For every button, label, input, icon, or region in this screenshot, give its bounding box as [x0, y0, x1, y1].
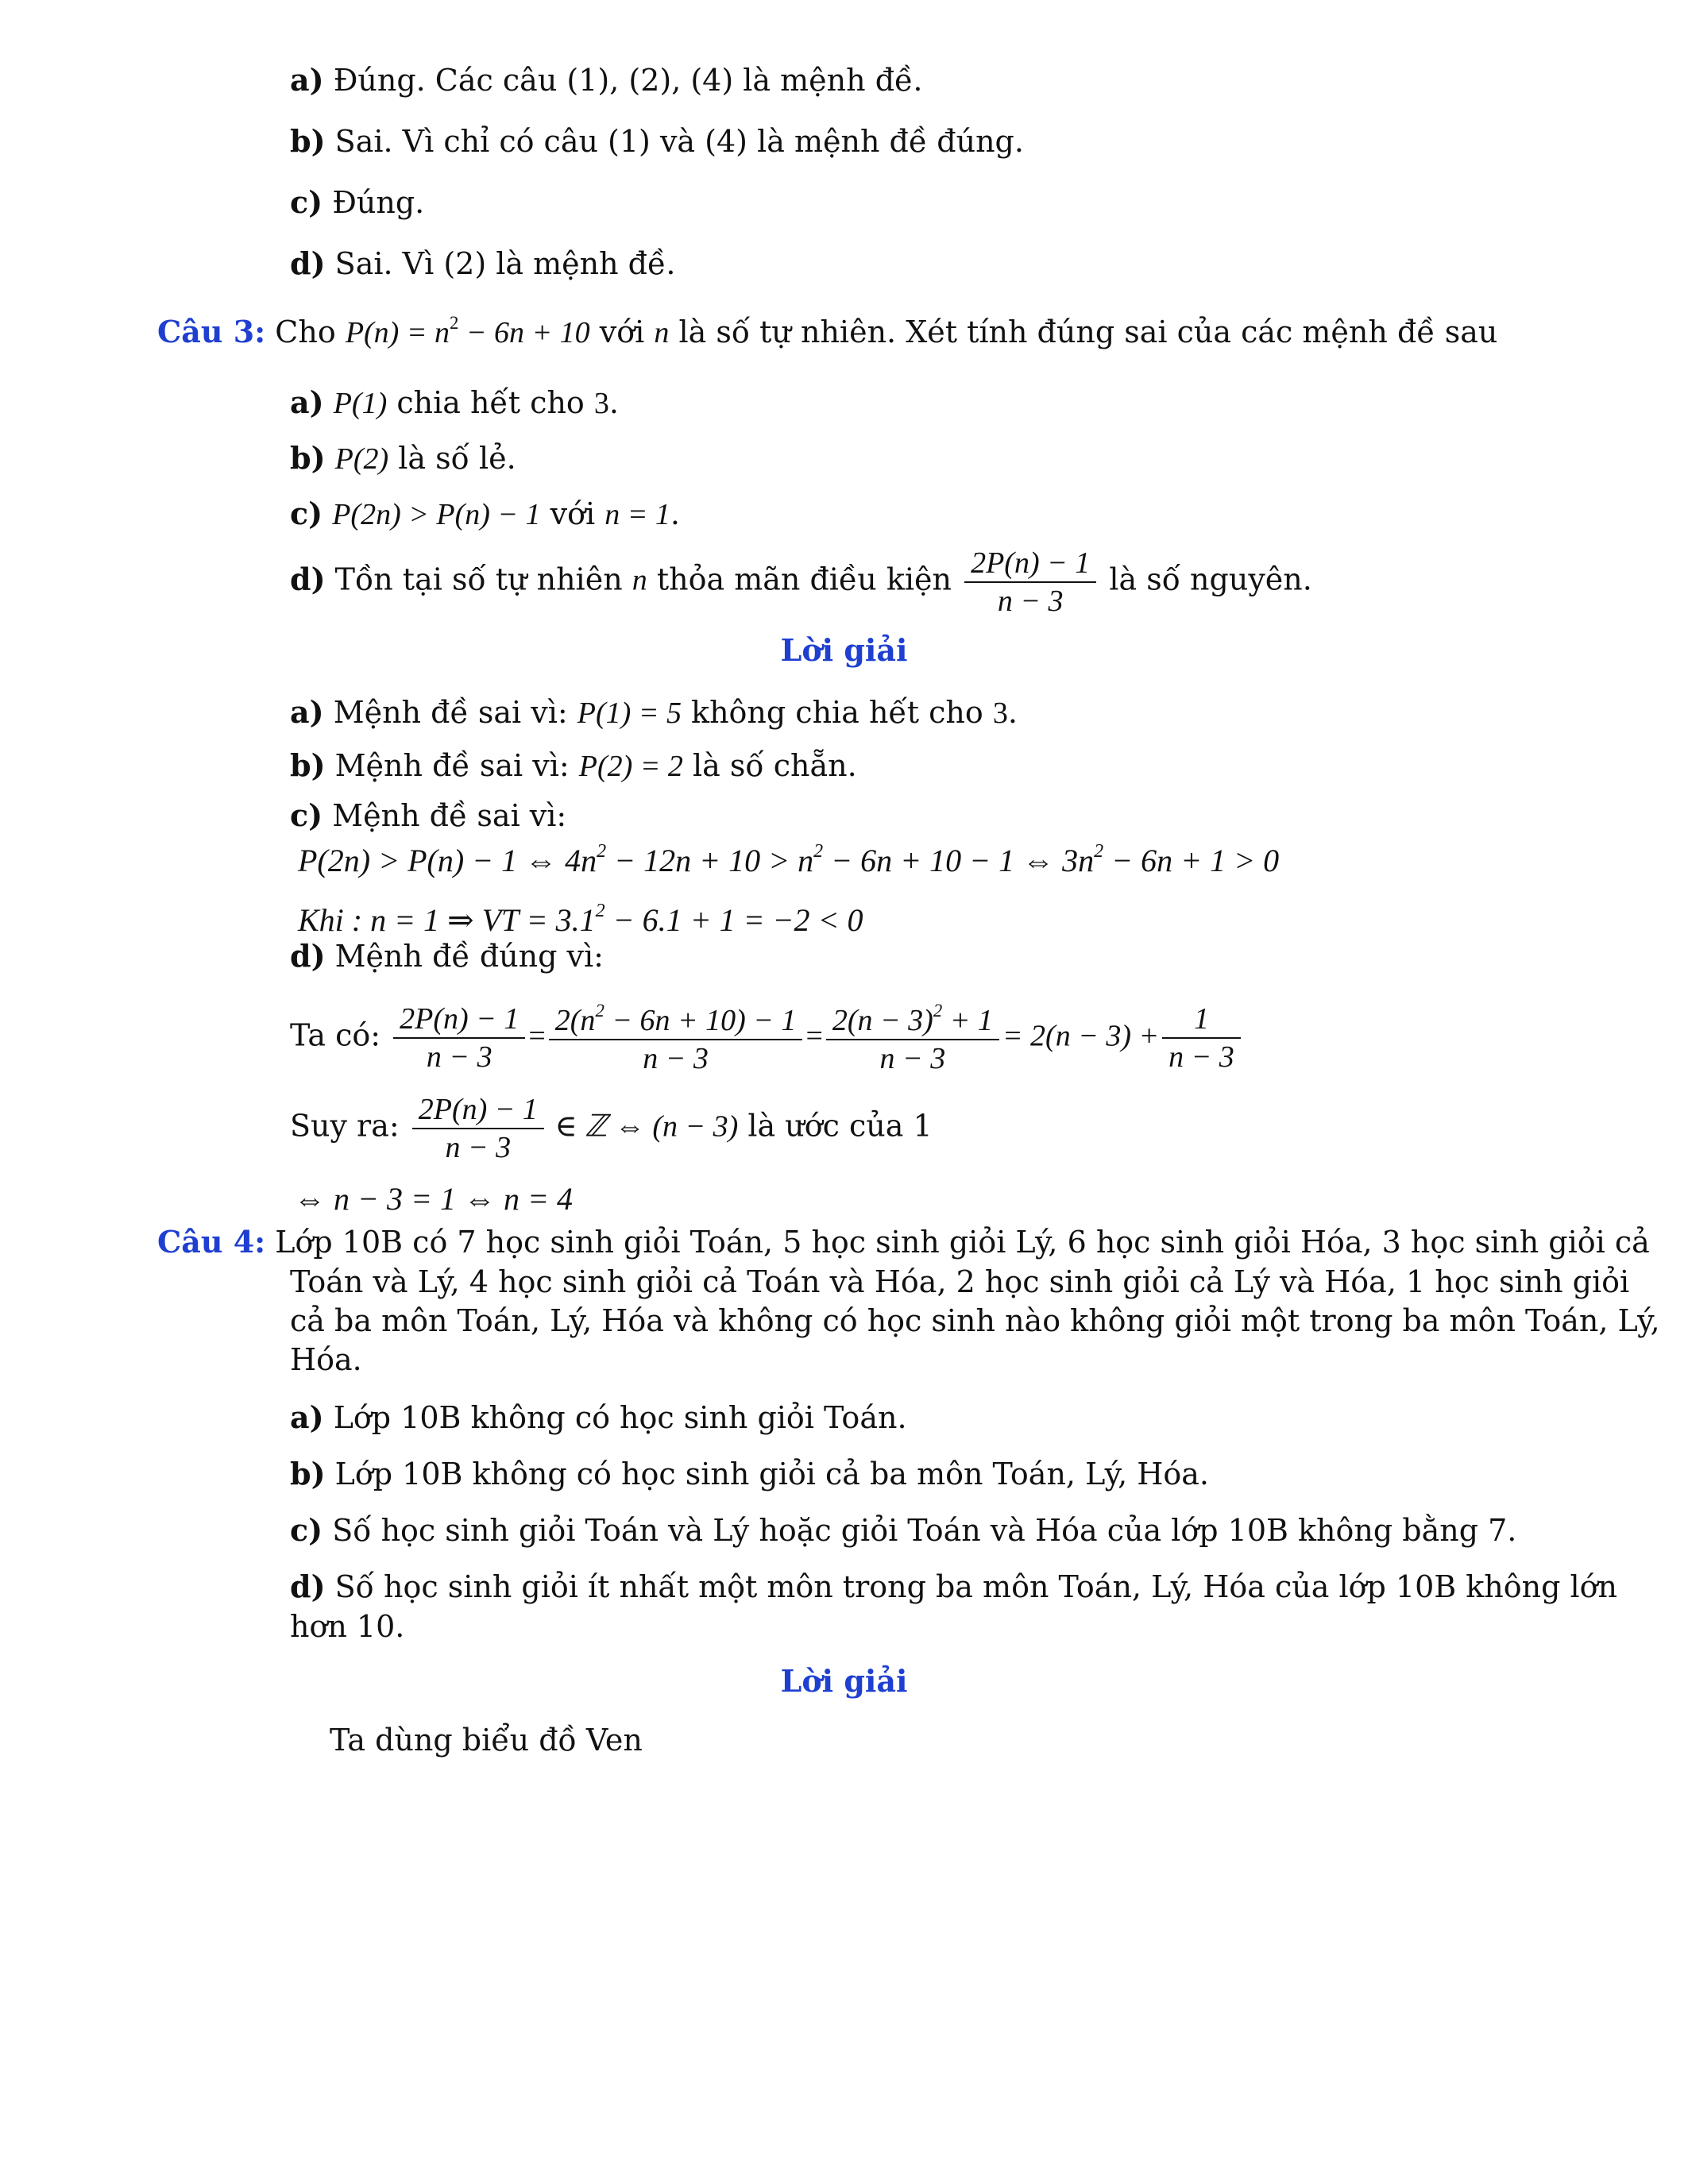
math-expr: P(2)	[334, 442, 389, 476]
math-part: Khi : n = 1 ⇒ VT = 3.1	[298, 902, 596, 938]
fraction-denominator: n − 3	[412, 1128, 544, 1163]
q4-statement-d-cont: hơn 10.	[290, 1609, 405, 1644]
item-text: Mệnh đề sai vì:	[323, 695, 577, 730]
equals-sign: =	[528, 1019, 546, 1053]
q3-statement-c	[290, 496, 680, 531]
item-text: Số học sinh giỏi ít nhất một môn trong ba môn Toán, Lý, Hóa của lớp 10B không lớn	[325, 1569, 1618, 1604]
exponent: 2	[595, 1001, 605, 1021]
item-text: Lớp 10B không có học sinh giỏi Toán.	[323, 1400, 907, 1435]
q4-intro-line-4: Hóa.	[290, 1342, 362, 1377]
item-label: b)	[290, 1456, 326, 1491]
item-label: a)	[290, 1399, 324, 1435]
math-part: + 1	[942, 1004, 993, 1038]
item-label: b)	[290, 747, 326, 783]
item-text: là số chẵn.	[682, 748, 857, 783]
math-expr: P(2n) > P(n) − 1	[332, 498, 541, 531]
item-label: a)	[290, 694, 324, 730]
q4-solution-text: Ta dùng biểu đồ Ven	[330, 1723, 643, 1758]
fraction	[396, 1002, 522, 1075]
exponent: 2	[813, 841, 824, 862]
intro-text: là số tự nhiên. Xét tính đúng sai của các mệnh đề sau	[669, 314, 1498, 350]
item-text: Lớp 10B không có học sinh giỏi cả ba môn Toán, Lý, Hóa.	[325, 1457, 1209, 1491]
q3-solution-c	[290, 797, 567, 833]
item-text: Đúng.	[332, 185, 425, 220]
item-label: c)	[290, 496, 323, 531]
item-label: b)	[290, 123, 326, 159]
fraction-numerator: 2P(n) − 1	[418, 1093, 538, 1126]
fraction	[415, 1094, 541, 1163]
q3-solution-d-conclusion	[290, 1094, 933, 1163]
item-text: Mệnh đề sai vì:	[323, 798, 567, 833]
math-part: 2(n	[554, 1004, 596, 1038]
item-text: Sai. Vì (2) là mệnh đề.	[334, 246, 676, 281]
exponent: 2	[933, 1001, 943, 1021]
q4-intro-line-1	[157, 1224, 1650, 1260]
question-title: Câu 4:	[157, 1224, 266, 1260]
math-part: − 6n + 10) − 1	[604, 1004, 797, 1038]
item-label: a)	[290, 62, 324, 98]
q3-statement-b	[290, 440, 516, 476]
item-text: là ước của 1	[738, 1108, 933, 1144]
exponent: 2	[449, 313, 459, 333]
exponent: 2	[1094, 841, 1104, 862]
q3-intro	[157, 314, 1497, 348]
q3-statement-a	[290, 384, 619, 420]
math-part: P(2n) > P(n) − 1 ⇔ 4n	[298, 843, 597, 878]
item-label: a)	[290, 384, 324, 420]
item-label: c)	[290, 1512, 323, 1548]
q3-statement-d	[290, 548, 1312, 616]
q4-statement-c	[290, 1512, 1517, 1548]
item-label: b)	[290, 440, 326, 476]
math-number: 3	[593, 387, 609, 420]
question-title: Câu 3:	[157, 314, 266, 350]
item-label: d)	[290, 938, 326, 974]
polynomial-math: P(n) = n	[345, 316, 450, 350]
item-text: là số nguyên.	[1099, 561, 1312, 597]
fraction-denominator: n − 3	[393, 1037, 525, 1072]
variable-n: n	[632, 563, 647, 597]
polynomial-math-tail: − 6n + 10	[458, 316, 590, 350]
prev-answer-d	[290, 245, 676, 281]
fraction-denominator: n − 3	[826, 1039, 999, 1074]
item-text: Sai. Vì chỉ có câu (1) và (4) là mệnh đề đúng.	[334, 124, 1024, 159]
intro-text: Lớp 10B có 7 học sinh giỏi Toán, 5 học sinh giỏi Lý, 6 học sinh giỏi Hóa, 3 học sinh giỏi cả	[265, 1225, 1650, 1260]
item-text: Đúng. Các câu (1), (2), (4) là mệnh đề.	[333, 63, 923, 98]
math-expr: P(1) = 5	[577, 696, 682, 730]
q3-solution-c-check	[298, 901, 863, 936]
fraction-denominator: n − 3	[1162, 1037, 1241, 1072]
fraction-numerator	[829, 1002, 996, 1039]
equals-sign: =	[805, 1019, 823, 1053]
math-part: − 6n + 10 − 1 ⇔ 3n	[823, 843, 1095, 878]
punctuation: .	[670, 496, 680, 531]
fraction	[968, 548, 1093, 616]
item-label: d)	[290, 1569, 326, 1604]
q3-solution-d-equation	[290, 1002, 1244, 1074]
prev-answer-a	[290, 62, 923, 98]
math-part: − 6n + 1 > 0	[1103, 843, 1280, 878]
solution-title: Lời giải	[780, 632, 908, 668]
q3-solution-b	[290, 747, 857, 783]
item-label: c)	[290, 184, 323, 220]
math-part: 2(n − 3)	[832, 1004, 933, 1038]
item-text: là số lẻ.	[388, 441, 516, 476]
item-text: chia hết cho	[387, 385, 594, 420]
fraction-numerator: 1	[1193, 1002, 1209, 1036]
math-number: 3	[992, 696, 1008, 730]
item-text: thỏa mãn điều kiện	[647, 561, 962, 597]
q3-solution-d-final: ⇔ n − 3 = 1 ⇔ n = 4	[294, 1181, 573, 1217]
intro-text: Cho	[275, 314, 346, 350]
item-text: với	[540, 496, 605, 531]
fraction-numerator: 2P(n) − 1	[400, 1002, 520, 1036]
q3-solution-a	[290, 694, 1018, 730]
item-text: Tồn tại số tự nhiên	[334, 561, 632, 597]
item-text: không chia hết cho	[681, 695, 993, 730]
math-part: − 12n + 10 > n	[606, 843, 814, 878]
q4-statement-b	[290, 1456, 1209, 1491]
math-part: = 2(n − 3) +	[1002, 1019, 1160, 1053]
q3-solution-d	[290, 938, 604, 974]
q4-statement-d	[290, 1569, 1618, 1604]
item-text: Mệnh đề sai vì:	[325, 748, 579, 783]
item-label: d)	[290, 245, 326, 281]
q4-intro-line-3: cả ba môn Toán, Lý, Hóa và không có học sinh nào không giỏi một trong ba môn Toán, Lý,	[290, 1303, 1660, 1338]
intro-text: với	[589, 314, 655, 350]
math-expr: P(2) = 2	[578, 750, 683, 783]
math-expr: P(1)	[333, 387, 388, 420]
exponent: 2	[597, 841, 607, 862]
item-label: c)	[290, 797, 323, 833]
item-text: Số học sinh giỏi Toán và Lý hoặc giỏi Toán và Hóa của lớp 10B không bằng 7.	[323, 1513, 1517, 1548]
item-text: Mệnh đề đúng vì:	[325, 939, 604, 974]
q3-solution-c-derivation	[298, 842, 1279, 877]
item-label: d)	[290, 561, 326, 597]
fraction-numerator	[552, 1002, 800, 1039]
fraction	[1165, 1002, 1238, 1075]
fraction-denominator: n − 3	[964, 581, 1096, 616]
q4-statement-a	[290, 1399, 907, 1435]
fraction-denominator: n − 3	[549, 1039, 803, 1074]
fraction	[829, 1002, 996, 1074]
punctuation: .	[1007, 695, 1018, 730]
solution-title: Lời giải	[780, 1663, 908, 1699]
exponent: 2	[595, 901, 605, 921]
q4-intro-line-2: Toán và Lý, 4 học sinh giỏi cả Toán và Hóa, 2 học sinh giỏi cả Lý và Hóa, 1 học sinh giỏi	[290, 1264, 1630, 1299]
prev-answer-c	[290, 184, 425, 220]
prev-answer-b	[290, 123, 1024, 159]
math-part: ∈ ℤ ⇔ (n − 3)	[547, 1109, 739, 1144]
fraction	[552, 1002, 800, 1074]
variable-n: n	[654, 316, 670, 350]
math-part: − 6.1 + 1 = −2 < 0	[605, 902, 863, 938]
item-text: Ta có:	[290, 1017, 391, 1053]
item-text: Suy ra:	[290, 1108, 409, 1144]
fraction-numerator: 2P(n) − 1	[971, 546, 1091, 580]
punctuation: .	[608, 385, 619, 420]
math-condition: n = 1	[605, 498, 670, 531]
